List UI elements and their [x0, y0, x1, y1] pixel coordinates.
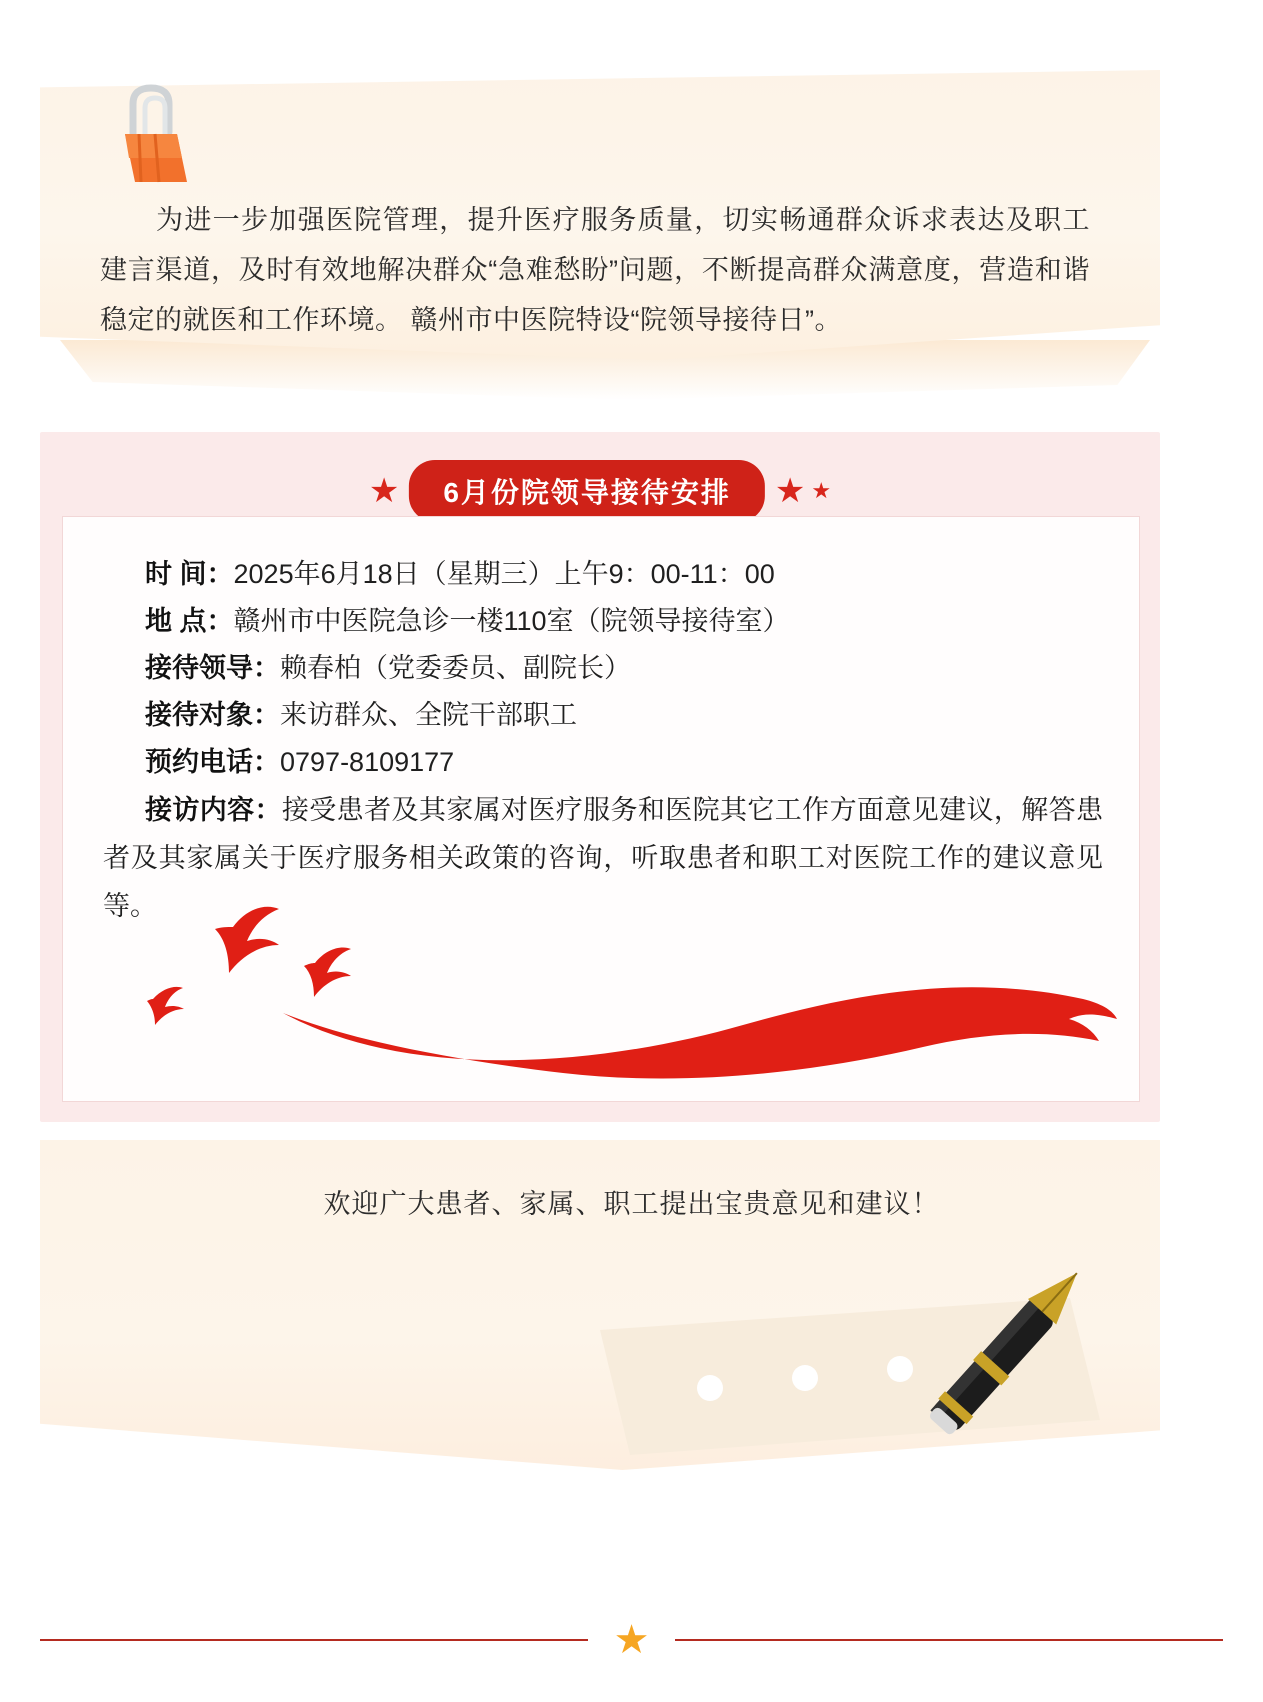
intro-paragraph: 为进一步加强医院管理，提升医疗服务质量，切实畅通群众诉求表达及职工建言渠道，及时有效地解决群众“急难愁盼”问题，不断提高群众满意度，营造和谐稳定的就医和工作环境。 赣州市中医院特设“院领导接待日”。	[100, 205, 1090, 335]
info-row	[103, 739, 1103, 786]
birds-swoosh-decoration	[83, 887, 1123, 1087]
ribbon-star-right-icon: ★	[774, 472, 806, 510]
info-row	[103, 645, 1103, 692]
info-value: 2025年6月18日（星期三）上午9：00-11：00	[233, 559, 775, 589]
info-value: 来访群众、全院干部职工	[280, 700, 577, 730]
info-value: 接受患者及其家属对医疗服务和医院其它工作方面意见建议，解答患者及其家属关于医疗服务相关政策的咨询，听取患者和职工对医院工作的建议意见等。	[103, 795, 1104, 921]
divider-line-right	[675, 1639, 1223, 1641]
paper-clip-icon	[115, 82, 205, 187]
info-value: 0797-8109177	[280, 747, 455, 777]
info-label: 预约电话：	[145, 747, 280, 777]
panel-title-ribbon	[369, 460, 831, 522]
footer-section	[0, 1140, 1263, 1560]
ribbon-star-right-small-icon: ★	[811, 478, 832, 503]
info-label: 接访内容：	[145, 795, 282, 825]
schedule-panel	[40, 432, 1160, 1122]
ribbon-star-left-icon: ★	[368, 472, 400, 510]
info-label: 时 间：	[145, 559, 234, 589]
panel-title: 6月份院领导接待安排	[409, 460, 765, 522]
schedule-card	[62, 516, 1140, 1102]
info-value: 赖春柏（党委委员、副院长）	[280, 653, 631, 683]
info-row	[103, 692, 1103, 739]
info-value: 赣州市中医院急诊一楼110室（院领导接待室）	[233, 606, 790, 636]
welcome-message: 欢迎广大患者、家属、职工提出宝贵意见和建议！	[323, 1189, 940, 1219]
info-label: 接待对象：	[145, 700, 280, 730]
divider-line-left	[40, 1639, 588, 1641]
info-label: 接待领导：	[145, 653, 280, 683]
fountain-pen-icon	[600, 1270, 1160, 1480]
info-row	[103, 598, 1103, 645]
intro-section	[0, 40, 1263, 400]
divider-star-icon: ★	[613, 1618, 650, 1662]
bottom-divider	[40, 1620, 1223, 1660]
info-row	[103, 551, 1103, 598]
info-label: 地 点：	[145, 606, 234, 636]
schedule-info-list	[103, 551, 1103, 930]
